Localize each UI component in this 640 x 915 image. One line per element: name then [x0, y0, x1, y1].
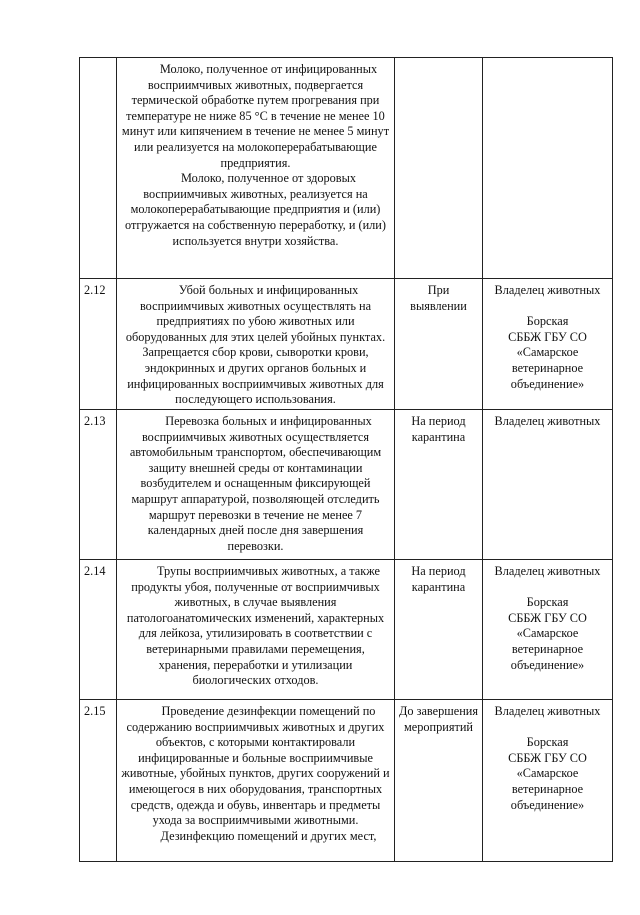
- responsible-line: Владелец животных: [494, 414, 601, 428]
- table-row: [80, 279, 613, 410]
- row-number: 2.13: [80, 410, 117, 560]
- term-cell: На период карантина: [395, 560, 483, 700]
- responsible-line: объединение»: [510, 657, 585, 672]
- responsible-line: Борская: [526, 735, 569, 750]
- responsible-line: ветеринарное: [511, 781, 584, 796]
- measure-text: [117, 560, 395, 700]
- responsible-line: ветеринарное: [511, 641, 584, 656]
- row-number: [80, 58, 117, 279]
- responsible-line: СББЖ ГБУ СО: [508, 750, 587, 765]
- responsible-line: СББЖ ГБУ СО: [508, 329, 587, 344]
- responsible-cell: [483, 58, 613, 279]
- measure-text: [117, 279, 395, 410]
- responsible-cell: [483, 279, 613, 410]
- measure-paragraph: Дезинфекцию помещений и других мест,: [160, 828, 377, 843]
- table-row: [80, 700, 613, 862]
- row-number: 2.15: [80, 700, 117, 862]
- table-row: [80, 58, 613, 279]
- responsible-line: Борская: [526, 595, 569, 610]
- measure-paragraph: Проведение дезинфекции помещений по содержанию восприимчивых животных и других объектов, с которыми контактировали инфицированные и больные восприимчивые животные, убойных пунктов, других сооружений и имеющегося в них оборудования, транспортных средств, одежда и обувь, инвентарь и предметы ухода за восприимчивыми животными.: [121, 704, 390, 828]
- responsible-line: Владелец животных: [494, 283, 601, 297]
- responsible-line: объединение»: [510, 797, 585, 812]
- responsible-line: «Самарское: [516, 345, 579, 360]
- responsible-line: СББЖ ГБУ СО: [508, 610, 587, 625]
- term-cell: [395, 58, 483, 279]
- responsible-line: Владелец животных: [494, 564, 601, 578]
- measure-paragraph: Молоко, полученное от здоровых восприимчивых животных, реализуется на молокоперерабатывающие предприятия и (или) отгружается на собственную переработку, и (или) используется внутри хозяйства.: [125, 171, 386, 248]
- row-number: 2.12: [80, 279, 117, 410]
- measure-paragraph: Трупы восприимчивых животных, а также продукты убоя, полученные от восприимчивых животных, в случае выявления патологоанатомических изменений, характерных для лейкоза, утилизировать в соответствии с ветеринарными правилами перемещения, хранения, переработки и утилизации биологических отходов.: [126, 564, 385, 688]
- responsible-line: Владелец животных: [494, 704, 601, 718]
- responsible-line: Борская: [526, 314, 569, 329]
- term-cell: При выявлении: [395, 279, 483, 410]
- measure-paragraph: Перевозка больных и инфицированных восприимчивых животных осуществляется автомобильным транспортом, обеспечивающим защиту внешней среды от контаминации возбудителем и оснащенным фиксирующей маршрут аппаратурой, позволяющей отследить маршрут перевозки в течение не менее 7 календарных дней после дня завершения перевозки.: [129, 414, 382, 553]
- responsible-line: объединение»: [510, 376, 585, 391]
- measure-paragraph: Молоко, полученное от инфицированных восприимчивых животных, подвергается термической обработке путем прогревания при температуре не ниже 85 °С в течение не менее 10 минут или кипячением в течение не менее 5 минут или реализуется на молокоперерабатывающие предприятия.: [121, 62, 390, 170]
- measure-text: [117, 410, 395, 560]
- measure-text: [117, 58, 395, 279]
- measure-paragraph: Убой больных и инфицированных восприимчивых животных осуществлять на предприятиях по убою животных или оборудованных для этих целей убойных пунктах. Запрещается сбор крови, сыворотки крови, эндокринных и других органов больных и инфицированных восприимчивых животных для последующего использования.: [125, 283, 386, 407]
- table-row: [80, 410, 613, 560]
- responsible-line: «Самарское: [516, 626, 579, 641]
- measure-text: [117, 700, 395, 862]
- term-cell: На период карантина: [395, 410, 483, 560]
- row-number: 2.14: [80, 560, 117, 700]
- responsible-cell: [483, 700, 613, 862]
- term-cell: До завершения мероприятий: [395, 700, 483, 862]
- responsible-line: «Самарское: [516, 766, 579, 781]
- measures-table: [79, 57, 613, 862]
- responsible-line: ветеринарное: [511, 360, 584, 375]
- table-row: [80, 560, 613, 700]
- responsible-cell: [483, 560, 613, 700]
- responsible-cell: [483, 410, 613, 560]
